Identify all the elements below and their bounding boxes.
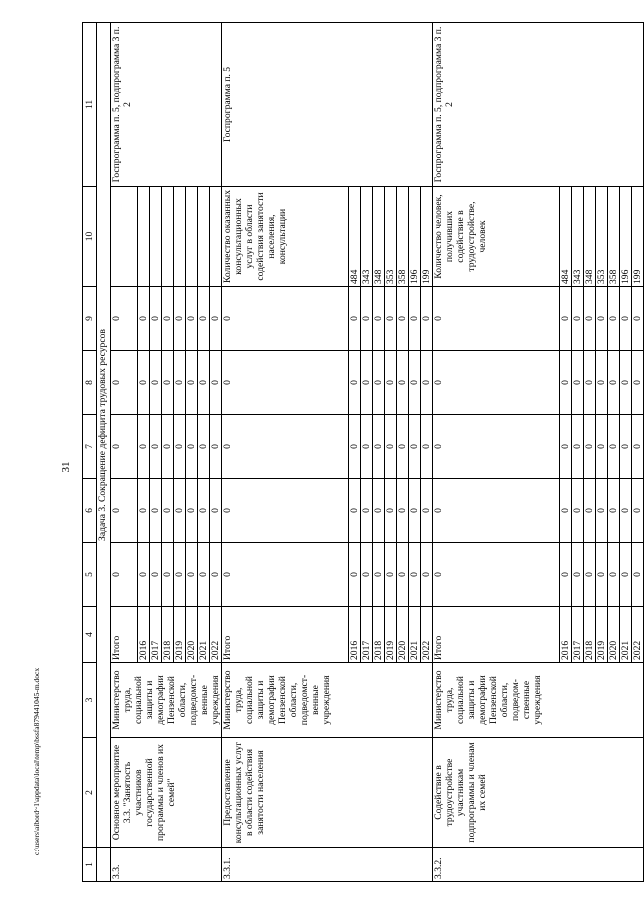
year-value: 0 (162, 543, 174, 607)
col-header-6: 6 (83, 479, 97, 543)
year-value: 0 (584, 479, 596, 543)
year-cell: 2021 (409, 607, 421, 663)
task-spacer (97, 848, 111, 882)
row-name: Содействие в трудоустройстве участникам подпрограммы и членам их семей (433, 738, 644, 848)
year-value: 0 (620, 351, 632, 415)
indicator-value (198, 187, 210, 287)
year-value: 0 (409, 287, 421, 351)
year-cell: 2020 (186, 607, 198, 663)
year-value: 0 (349, 415, 361, 479)
year-value: 0 (560, 415, 572, 479)
year-value: 0 (608, 287, 620, 351)
year-value: 0 (632, 287, 644, 351)
row-code: 3.3.2. (433, 848, 644, 882)
page-number: 31 (60, 461, 72, 473)
col-header-3: 3 (83, 663, 97, 738)
footer-file-path: c:\users\aibord~1\appdata\local\temp\bssfa879441045-m.docx (32, 667, 41, 855)
year-value: 0 (138, 543, 150, 607)
indicator-name: Количество человек, получивших содействие в трудоустройстве, человек (433, 187, 560, 287)
total-label: Итого (433, 607, 560, 663)
year-value: 0 (385, 287, 397, 351)
year-value: 0 (349, 351, 361, 415)
year-value: 0 (596, 543, 608, 607)
year-value: 0 (409, 351, 421, 415)
year-value: 0 (361, 287, 373, 351)
year-cell: 2018 (584, 607, 596, 663)
year-value: 0 (198, 351, 210, 415)
year-cell: 2018 (162, 607, 174, 663)
year-cell: 2016 (349, 607, 361, 663)
indicator-value: 348 (373, 187, 385, 287)
year-value: 0 (361, 351, 373, 415)
row-code: 3.3. (111, 848, 222, 882)
year-value: 0 (373, 479, 385, 543)
year-value: 0 (210, 287, 222, 351)
total-label: Итого (111, 607, 138, 663)
year-cell: 2022 (632, 607, 644, 663)
year-value: 0 (373, 415, 385, 479)
year-cell: 2019 (596, 607, 608, 663)
total-value: 0 (222, 543, 349, 607)
year-value: 0 (584, 287, 596, 351)
indicator-value: 196 (409, 187, 421, 287)
year-value: 0 (584, 415, 596, 479)
year-value: 0 (620, 415, 632, 479)
year-value: 0 (632, 479, 644, 543)
year-cell: 2016 (138, 607, 150, 663)
year-value: 0 (620, 543, 632, 607)
year-value: 0 (138, 415, 150, 479)
total-value: 0 (433, 479, 560, 543)
program-row (111, 23, 138, 882)
year-value: 0 (349, 287, 361, 351)
year-cell: 2019 (385, 607, 397, 663)
indicator-value: 199 (632, 187, 644, 287)
year-value: 0 (385, 351, 397, 415)
year-value: 0 (397, 351, 409, 415)
year-value: 0 (186, 415, 198, 479)
year-value: 0 (632, 351, 644, 415)
col-header-9: 9 (83, 287, 97, 351)
year-value: 0 (210, 351, 222, 415)
year-value: 0 (620, 479, 632, 543)
row-name: Предоставление консультационных услуг в области содействия занятости населения (222, 738, 433, 848)
col-header-8: 8 (83, 351, 97, 415)
year-value: 0 (421, 415, 433, 479)
year-value: 0 (138, 351, 150, 415)
year-value: 0 (421, 351, 433, 415)
year-value: 0 (186, 351, 198, 415)
year-value: 0 (560, 287, 572, 351)
year-value: 0 (373, 543, 385, 607)
indicator-value (138, 187, 150, 287)
year-cell: 2022 (210, 607, 222, 663)
year-value: 0 (596, 351, 608, 415)
indicator-value (210, 187, 222, 287)
total-value: 0 (111, 351, 138, 415)
year-value: 0 (608, 543, 620, 607)
indicator-value: 353 (596, 187, 608, 287)
indicator-value: 484 (560, 187, 572, 287)
indicator-value: 343 (572, 187, 584, 287)
task-row (97, 23, 111, 882)
year-value: 0 (632, 543, 644, 607)
year-cell: 2022 (421, 607, 433, 663)
year-value: 0 (397, 479, 409, 543)
year-value: 0 (596, 415, 608, 479)
year-cell: 2021 (198, 607, 210, 663)
year-cell: 2016 (560, 607, 572, 663)
indicator-value: 348 (584, 187, 596, 287)
year-value: 0 (421, 543, 433, 607)
col-header-5: 5 (83, 543, 97, 607)
year-value: 0 (397, 287, 409, 351)
header-row (83, 23, 97, 882)
year-cell: 2017 (361, 607, 373, 663)
indicator-value (174, 187, 186, 287)
year-value: 0 (421, 287, 433, 351)
total-value: 0 (111, 415, 138, 479)
row-executor: Министерство труда, социальной защиты и демографии Пензенской области, подведомст-венные учреждения (111, 663, 222, 738)
year-value: 0 (608, 351, 620, 415)
year-cell: 2019 (174, 607, 186, 663)
year-value: 0 (361, 543, 373, 607)
year-value: 0 (138, 287, 150, 351)
col-header-2: 2 (83, 738, 97, 848)
year-value: 0 (349, 479, 361, 543)
year-value: 0 (385, 415, 397, 479)
year-value: 0 (198, 287, 210, 351)
year-value: 0 (373, 351, 385, 415)
year-value: 0 (198, 415, 210, 479)
year-value: 0 (174, 287, 186, 351)
year-value: 0 (174, 415, 186, 479)
year-value: 0 (385, 479, 397, 543)
year-value: 0 (186, 479, 198, 543)
year-value: 0 (174, 479, 186, 543)
row-executor: Министерство труда, социальной защиты и демографии Пензенской области, подведомст-венные учреждения (222, 663, 433, 738)
year-value: 0 (560, 543, 572, 607)
year-value: 0 (150, 479, 162, 543)
row-name: Основное мероприятие 3.3. "Занятость участников государственной программы и членов их семей" (111, 738, 222, 848)
year-value: 0 (162, 351, 174, 415)
year-value: 0 (560, 351, 572, 415)
year-value: 0 (361, 479, 373, 543)
total-value: 0 (433, 415, 560, 479)
year-value: 0 (596, 479, 608, 543)
row-program: Госпрограмма п. 5, подпрограмма 3 п. 2 (433, 23, 644, 187)
year-value: 0 (210, 415, 222, 479)
indicator-value (150, 187, 162, 287)
total-label: Итого (222, 607, 349, 663)
year-value: 0 (572, 415, 584, 479)
year-value: 0 (584, 543, 596, 607)
year-value: 0 (210, 543, 222, 607)
total-value: 0 (111, 543, 138, 607)
year-value: 0 (572, 479, 584, 543)
indicator-value (162, 187, 174, 287)
col-header-7: 7 (83, 415, 97, 479)
year-cell: 2020 (608, 607, 620, 663)
col-header-10: 10 (83, 187, 97, 287)
total-value: 0 (433, 543, 560, 607)
total-value: 0 (111, 287, 138, 351)
row-program: Госпрограмма п. 5, подпрограмма 3 п. 2 (111, 23, 222, 187)
indicator-value: 199 (421, 187, 433, 287)
task-title: Задача 3. Сокращение дефицита трудовых ресурсов (97, 23, 111, 848)
year-value: 0 (385, 543, 397, 607)
indicator-value: 358 (608, 187, 620, 287)
total-value: 0 (222, 287, 349, 351)
year-value: 0 (361, 415, 373, 479)
year-value: 0 (150, 543, 162, 607)
year-value: 0 (174, 351, 186, 415)
indicator-value: 358 (397, 187, 409, 287)
year-value: 0 (162, 415, 174, 479)
year-value: 0 (186, 287, 198, 351)
indicator-empty (111, 187, 138, 287)
year-value: 0 (373, 287, 385, 351)
year-value: 0 (620, 287, 632, 351)
year-value: 0 (186, 543, 198, 607)
row-executor: Министерство труда, социальной защиты и демографии Пензенской области, подведом-ственные учреждения (433, 663, 644, 738)
row-program: Госпрограмма п. 5 (222, 23, 433, 187)
year-value: 0 (596, 287, 608, 351)
total-value: 0 (222, 351, 349, 415)
year-value: 0 (409, 479, 421, 543)
program-row (222, 23, 349, 882)
year-value: 0 (397, 415, 409, 479)
program-table (82, 22, 644, 882)
year-value: 0 (608, 415, 620, 479)
indicator-value: 353 (385, 187, 397, 287)
year-value: 0 (584, 351, 596, 415)
year-value: 0 (608, 479, 620, 543)
total-value: 0 (222, 415, 349, 479)
year-value: 0 (409, 543, 421, 607)
year-value: 0 (632, 415, 644, 479)
total-value: 0 (433, 351, 560, 415)
year-value: 0 (572, 543, 584, 607)
year-cell: 2018 (373, 607, 385, 663)
indicator-value: 196 (620, 187, 632, 287)
year-value: 0 (174, 543, 186, 607)
total-value: 0 (433, 287, 560, 351)
table-body (83, 23, 644, 882)
year-value: 0 (198, 543, 210, 607)
year-value: 0 (162, 287, 174, 351)
year-value: 0 (162, 479, 174, 543)
year-value: 0 (349, 543, 361, 607)
year-value: 0 (421, 479, 433, 543)
year-value: 0 (409, 415, 421, 479)
year-value: 0 (150, 351, 162, 415)
year-value: 0 (210, 479, 222, 543)
indicator-value: 343 (361, 187, 373, 287)
year-cell: 2017 (150, 607, 162, 663)
col-header-11: 11 (83, 23, 97, 187)
total-value: 0 (111, 479, 138, 543)
year-value: 0 (150, 287, 162, 351)
year-cell: 2020 (397, 607, 409, 663)
year-value: 0 (572, 287, 584, 351)
col-header-4: 4 (83, 607, 97, 663)
year-value: 0 (560, 479, 572, 543)
year-value: 0 (150, 415, 162, 479)
year-value: 0 (397, 543, 409, 607)
year-cell: 2021 (620, 607, 632, 663)
total-value: 0 (222, 479, 349, 543)
indicator-name: Количество оказанных консультационных услуг в области содействия занятости населения, консультации (222, 187, 349, 287)
rotated-table-container (82, 22, 643, 882)
year-cell: 2017 (572, 607, 584, 663)
indicator-value: 484 (349, 187, 361, 287)
year-value: 0 (138, 479, 150, 543)
indicator-value (186, 187, 198, 287)
program-row (433, 23, 560, 882)
year-value: 0 (572, 351, 584, 415)
col-header-1: 1 (83, 848, 97, 882)
year-value: 0 (198, 479, 210, 543)
row-code: 3.3.1. (222, 848, 433, 882)
